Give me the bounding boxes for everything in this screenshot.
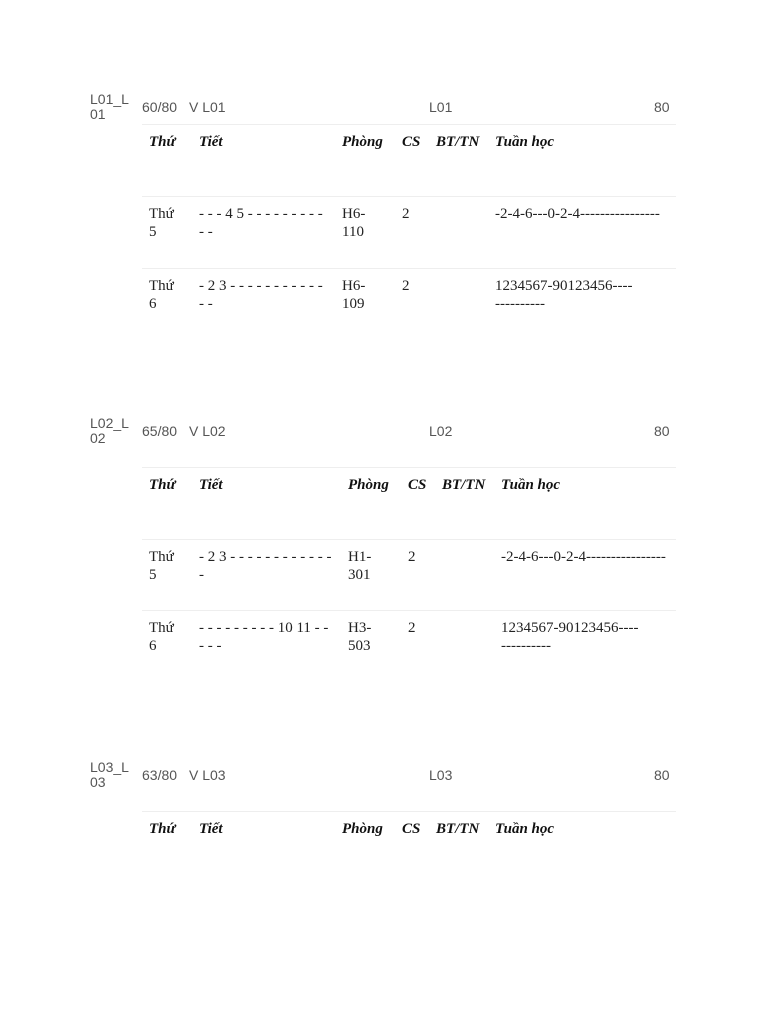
table-row: [0, 205, 768, 245]
header-lab: BT/TN: [436, 821, 480, 837]
enrollment-count: 63/80: [142, 767, 178, 783]
row-weeks: 1234567-90123456--------------: [501, 620, 639, 654]
divider: [142, 610, 676, 611]
table-row: [0, 277, 768, 317]
row-day: Thứ 5: [149, 206, 174, 240]
row-campus: 2: [408, 549, 416, 565]
row-room: H1-301: [348, 549, 372, 583]
row-day: Thứ 6: [149, 278, 174, 312]
row-weeks: -2-4-6---0-2-4----------------: [501, 549, 666, 565]
header-weeks: Tuần học: [495, 821, 555, 837]
header-period: Tiết: [199, 821, 223, 837]
header-campus: CS: [402, 134, 421, 150]
header-weeks: Tuần học: [501, 477, 561, 493]
header-room: Phòng: [348, 477, 389, 493]
row-room: H3-503: [348, 620, 372, 654]
header-room: Phòng: [342, 134, 383, 150]
header-room: Phòng: [342, 821, 383, 837]
row-period: - 2 3 - - - - - - - - - - - - -: [199, 278, 323, 312]
table-header: [0, 476, 768, 516]
row-weeks: -2-4-6---0-2-4----------------: [495, 206, 660, 222]
capacity: 80: [654, 767, 670, 783]
header-day: Thứ: [149, 477, 176, 493]
row-day: Thứ 5: [149, 549, 174, 583]
row-campus: 2: [408, 620, 416, 636]
row-room: H6-110: [342, 206, 366, 240]
divider: [142, 196, 676, 197]
group-name: V L02: [189, 423, 226, 439]
header-lab: BT/TN: [436, 134, 480, 150]
row-day: Thứ 6: [149, 620, 174, 654]
header-period: Tiết: [199, 477, 223, 493]
group-code: L02_L02: [90, 415, 129, 446]
header-day: Thứ: [149, 134, 176, 150]
row-period: - 2 3 - - - - - - - - - - - - -: [199, 549, 332, 583]
header-lab: BT/TN: [442, 477, 486, 493]
class-code: L02: [429, 423, 453, 439]
table-header: [0, 133, 768, 173]
group-code: L01_L01: [90, 91, 129, 122]
header-campus: CS: [402, 821, 421, 837]
group-code: L03_L03: [90, 759, 129, 790]
divider: [142, 811, 676, 812]
row-campus: 2: [402, 206, 410, 222]
row-room: H6-109: [342, 278, 366, 312]
class-code: L03: [429, 767, 453, 783]
table-header: [0, 820, 768, 860]
class-code: L01: [429, 99, 453, 115]
divider: [142, 124, 676, 125]
table-row: [0, 548, 768, 588]
group-name: V L03: [189, 767, 226, 783]
row-campus: 2: [402, 278, 410, 294]
header-period: Tiết: [199, 134, 223, 150]
row-period: - - - - - - - - - 10 11 - - - - -: [199, 620, 329, 654]
header-day: Thứ: [149, 821, 176, 837]
header-weeks: Tuần học: [495, 134, 555, 150]
table-row: [0, 619, 768, 659]
enrollment-count: 60/80: [142, 99, 178, 115]
divider: [142, 539, 676, 540]
capacity: 80: [654, 99, 670, 115]
divider: [142, 467, 676, 468]
enrollment-count: 65/80: [142, 423, 178, 439]
row-weeks: 1234567-90123456--------------: [495, 278, 633, 312]
capacity: 80: [654, 423, 670, 439]
header-campus: CS: [408, 477, 427, 493]
row-period: - - - 4 5 - - - - - - - - - - -: [199, 206, 323, 240]
group-name: V L01: [189, 99, 226, 115]
divider: [142, 268, 676, 269]
